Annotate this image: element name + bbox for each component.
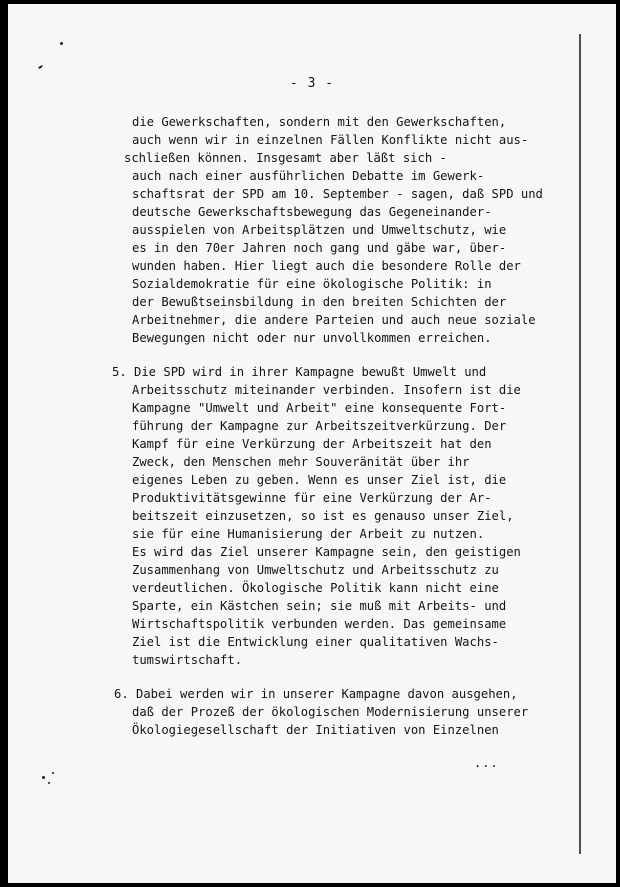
text-line: Wirtschaftspolitik verbunden werden. Das gemeinsame xyxy=(132,617,507,631)
text-line: Ökologiegesellschaft der Initiativen von Einzelnen xyxy=(132,723,499,737)
text-line: 6. Dabei werden wir in unserer Kampagne davon ausgehen, xyxy=(114,687,518,701)
text-line: ausspielen von Arbeitsplätzen und Umweltschutz, wie xyxy=(132,223,507,237)
text-line: Zweck, den Menschen mehr Souveränität über ihr xyxy=(132,455,470,469)
text-line: 5. Die SPD wird in ihrer Kampagne bewußt Umwelt und xyxy=(112,365,487,379)
text-line: Arbeitnehmer, die andere Parteien und auch neue soziale xyxy=(132,313,536,327)
text-line: beitszeit einzusetzen, so ist es genauso unser Ziel, xyxy=(132,509,514,523)
text-line: die Gewerkschaften, sondern mit den Gewerkschaften, xyxy=(132,115,507,129)
text-line: wunden haben. Hier liegt auch die besondere Rolle der xyxy=(132,259,521,273)
document-page xyxy=(8,4,616,883)
scan-speck xyxy=(52,772,54,774)
text-line: tumswirtschaft. xyxy=(132,653,243,667)
text-line: schließen können. Insgesamt aber läßt sich - xyxy=(124,151,447,165)
page-number: - 3 - xyxy=(289,76,335,91)
page-edge-line xyxy=(579,34,581,854)
scan-speck xyxy=(48,782,50,784)
text-line: eigenes Leben zu geben. Wenn es unser Ziel ist, die xyxy=(132,473,507,487)
text-line: Kampagne "Umwelt und Arbeit" eine konsequente Fort- xyxy=(132,401,507,415)
text-line: führung der Kampagne zur Arbeitszeitverkürzung. Der xyxy=(132,419,507,433)
text-line: Arbeitsschutz miteinander verbinden. Insofern ist die xyxy=(132,383,521,397)
text-line: deutsche Gewerkschaftsbewegung das Gegeneinander- xyxy=(132,205,492,219)
continuation-marker: ... xyxy=(474,756,499,770)
text-line: es in den 70er Jahren noch gang und gäbe war, über- xyxy=(132,241,507,255)
scan-speck xyxy=(42,776,45,779)
text-line: Bewegungen nicht oder nur unvollkommen erreichen. xyxy=(132,331,492,345)
text-line: Sozialdemokratie für eine ökologische Politik: in xyxy=(132,277,492,291)
text-line: verdeutlichen. Ökologische Politik kann nicht eine xyxy=(132,581,499,595)
text-line: daß der Prozeß der ökologischen Modernisierung unserer xyxy=(132,705,529,719)
text-line: schaftsrat der SPD am 10. September - sagen, daß SPD und xyxy=(132,187,543,201)
text-line: Produktivitätsgewinne für eine Verkürzung der Ar- xyxy=(132,491,492,505)
text-line: Es wird das Ziel unserer Kampagne sein, den geistigen xyxy=(132,545,521,559)
text-line: Kampf für eine Verkürzung der Arbeitszeit hat den xyxy=(132,437,492,451)
scan-speck xyxy=(38,65,43,70)
text-line: Sparte, ein Kästchen sein; sie muß mit Arbeits- und xyxy=(132,599,507,613)
text-line: auch wenn wir in einzelnen Fällen Konflikte nicht aus- xyxy=(132,133,529,147)
text-line: Zusammenhang von Umweltschutz und Arbeitsschutz zu xyxy=(132,563,499,577)
text-line: Ziel ist die Entwicklung einer qualitativen Wachs- xyxy=(132,635,499,649)
text-line: auch nach einer ausführlichen Debatte im Gewerk- xyxy=(132,169,485,183)
text-line: der Bewußtseinsbildung in den breiten Schichten der xyxy=(132,295,507,309)
scan-speck xyxy=(60,42,63,45)
text-line: sie für eine Humanisierung der Arbeit zu nutzen. xyxy=(132,527,485,541)
